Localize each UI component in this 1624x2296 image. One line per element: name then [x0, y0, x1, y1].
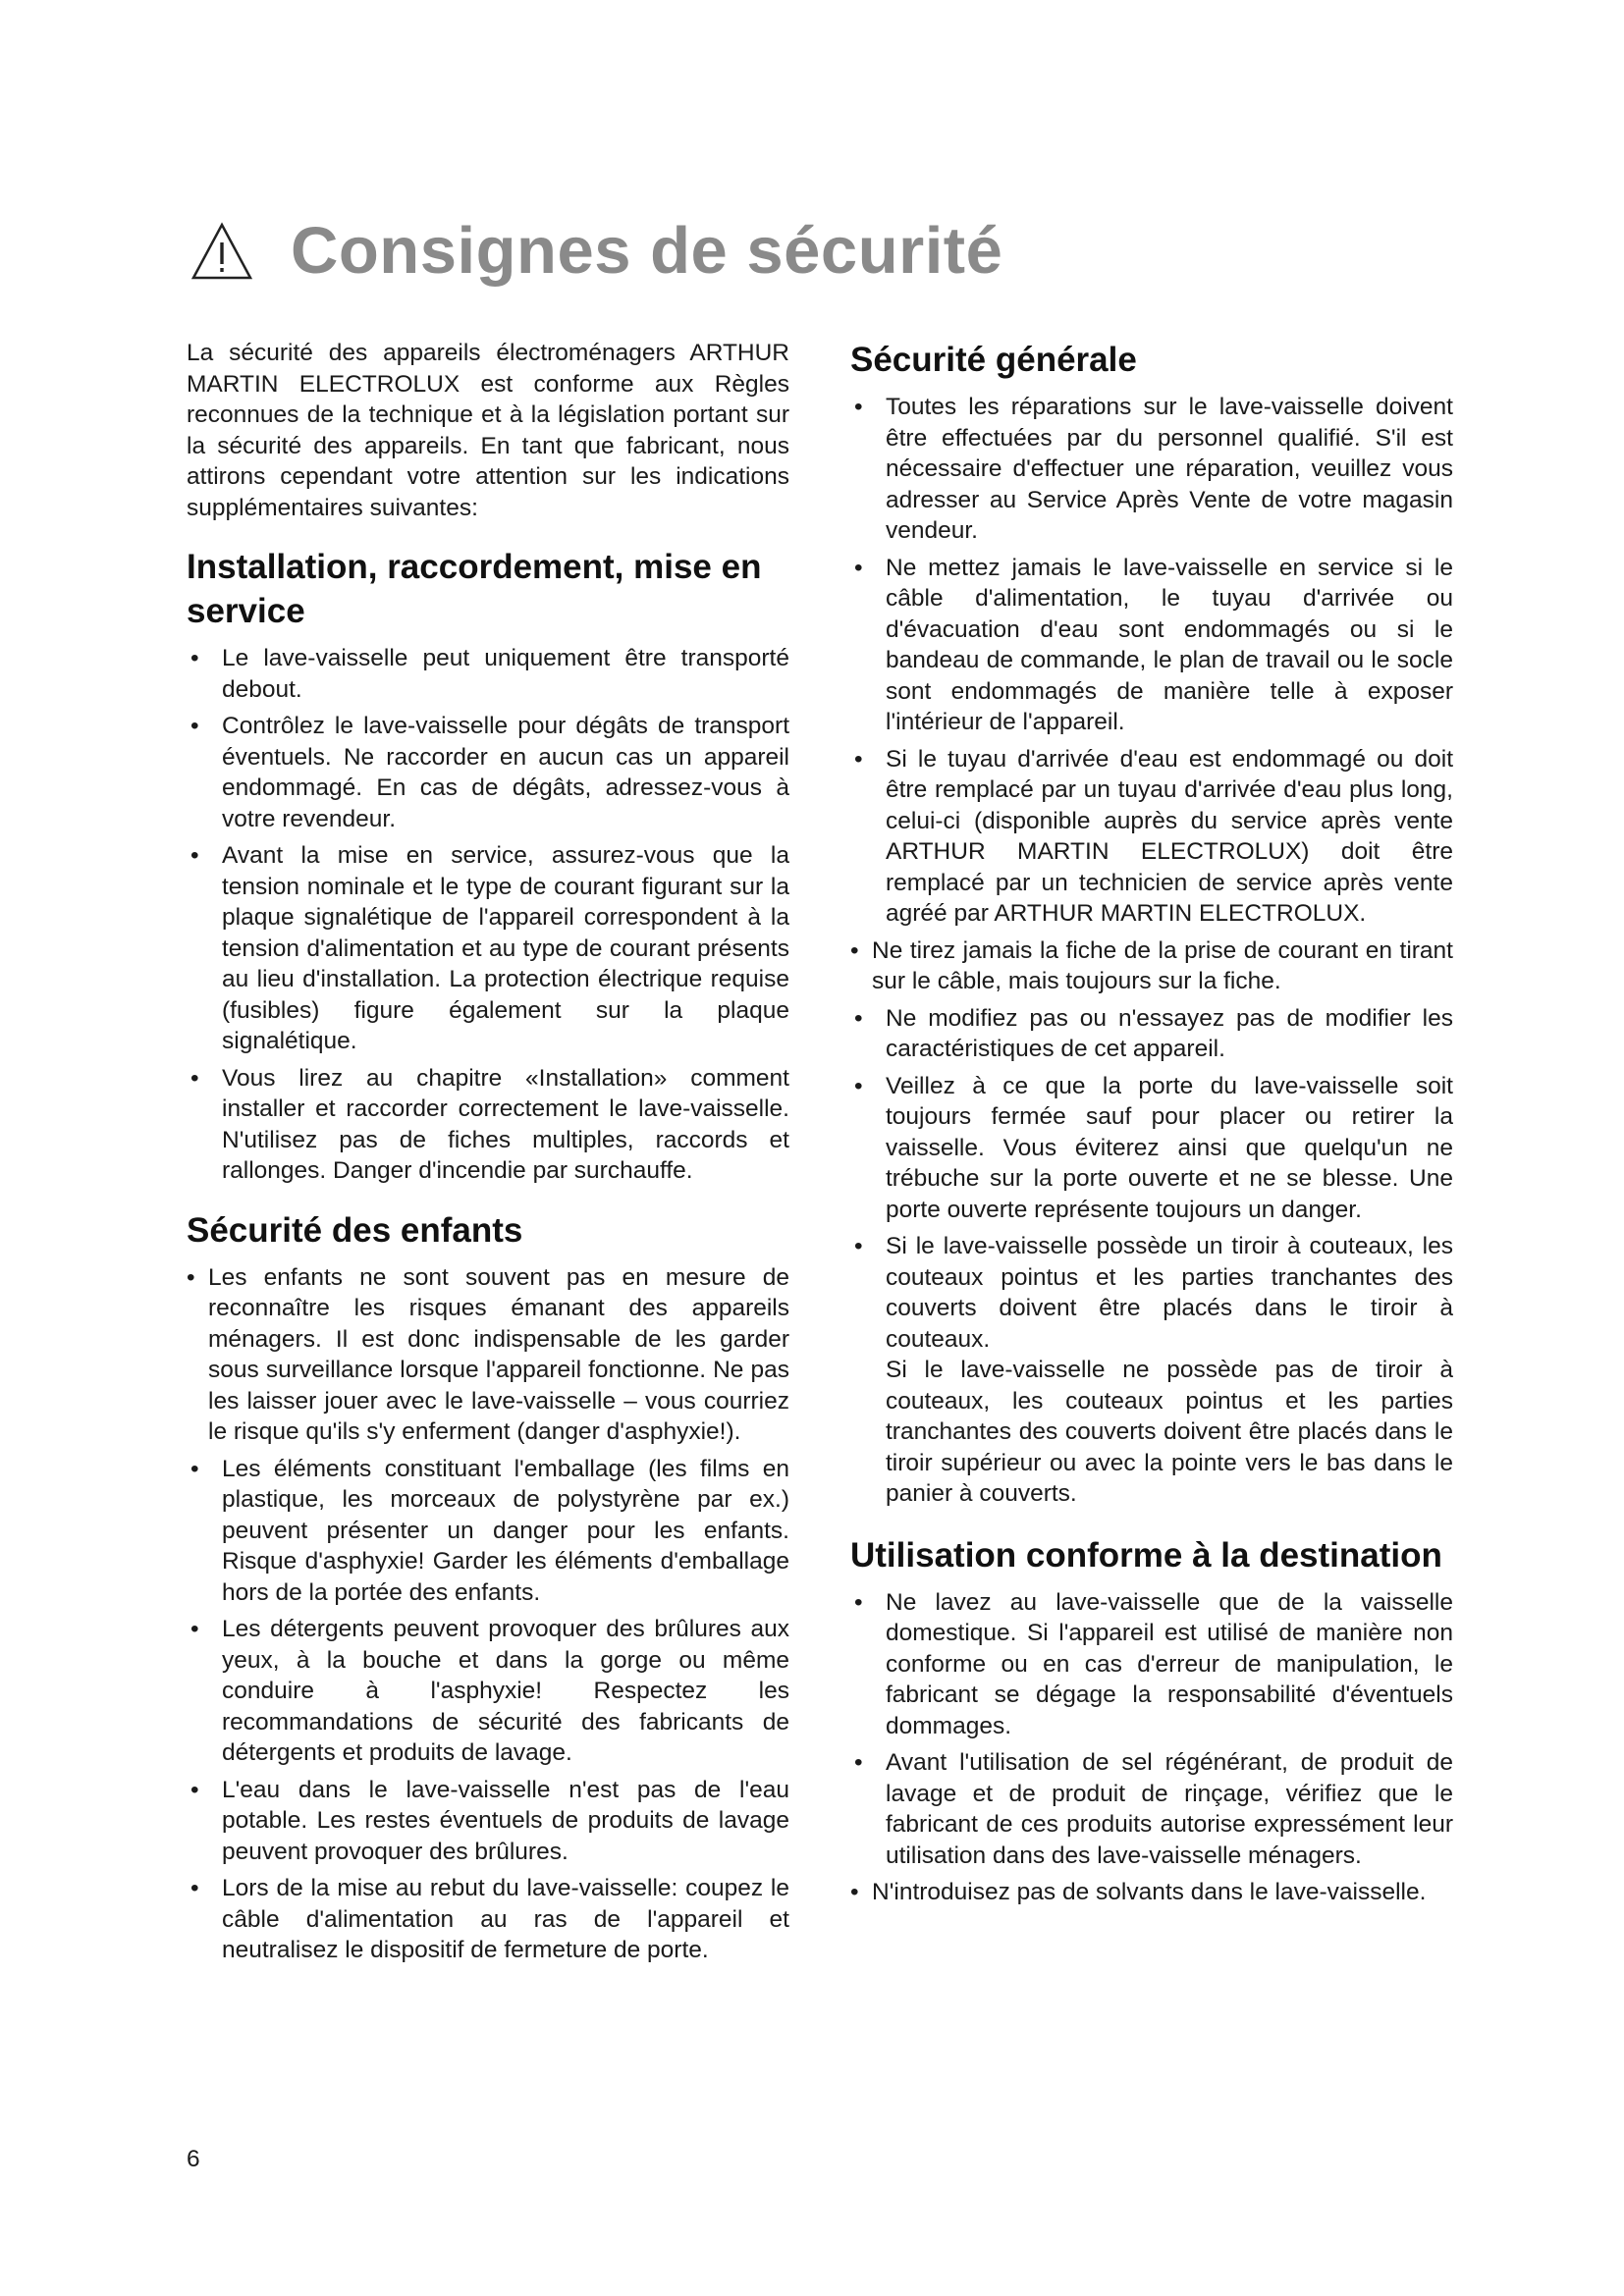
list-item: • Les détergents peuvent provoquer des brûlures aux yeux, à la bouche et dans la gorge ou même conduire à l'asphyxie! Respectez les recommandations de sécurité des fabricants de détergents et produits de lavage.: [190, 1616, 789, 1766]
section-heading-general: Sécurité générale: [850, 341, 1137, 379]
installation-list: [187, 643, 789, 1187]
section-heading-installation: Installation, raccordement, mise en service: [187, 548, 762, 630]
list-item: • Vous lirez au chapitre «Installation» comment installer et raccorder correctement le lave-vaisselle. N'utilisez pas de fiches multiples, raccords et rallonges. Danger d'incendie par surchauffe.: [190, 1064, 789, 1184]
list-item: • Si le lave-vaisselle possède un tiroir à couteaux, les couteaux pointus et les parties tranchantes des couverts doivent être placés dans le tiroir à couteaux. Si le lave-vaisselle ne possède pas de tiroir à couteaux, les couteaux pointus et les parties tranchantes des couverts doivent être placés dans le tiroir supérieur ou avec la pointe vers le bas dans le panier à couverts.: [854, 1233, 1453, 1507]
list-item: • Les éléments constituant l'emballage (les films en plastique, les morceaux de polystyrène par ex.) peuvent présenter un danger pour les enfants. Risque d'asphyxie! Garder les éléments d'emballage hors de la portée des enfants.: [190, 1455, 789, 1606]
list-item: • Ne lavez au lave-vaisselle que de la vaisselle domestique. Si l'appareil est utilisé de manière non conforme ou en cas d'erreur de manipulation, le fabricant se dégage la responsabilité d'éventuels dommages.: [854, 1588, 1453, 1739]
list-item: • Avant l'utilisation de sel régénérant, de produit de lavage et de produit de rinçage, vérifiez que le fabricant de ces produits autorise expressément leur utilisation dans des lave-vaisselle ménagers.: [854, 1749, 1453, 1869]
general-list: [850, 392, 1453, 1510]
list-item: • Si le tuyau d'arrivée d'eau est endommagé ou doit être remplacé par un tuyau d'arrivée d'eau plus long, celui-ci (disponible auprès du service après vente ARTHUR MARTIN ELECTROLUX) doit être remplacé par un technicien de service après vente agréé par ARTHUR MARTIN ELECTROLUX.: [854, 745, 1453, 927]
section-heading-usage: Utilisation conforme à la destination: [850, 1535, 1442, 1575]
page-title: [190, 214, 1003, 288]
left-column: [187, 338, 789, 1972]
list-item: • Le lave-vaisselle peut uniquement être transporté debout.: [190, 645, 789, 703]
list-item: • Contrôlez le lave-vaisselle pour dégâts de transport éventuels. Ne raccorder en aucun cas un appareil endommagé. En cas de dégâts, adressez-vous à votre revendeur.: [190, 713, 789, 832]
list-item: • Veillez à ce que la porte du lave-vaisselle soit toujours fermée sauf pour placer ou retirer la vaisselle. Vous éviterez ainsi que quelqu'un ne trébuche sur la porte ouverte et ne se blesse. Une porte ouverte représente toujours un danger.: [854, 1072, 1453, 1223]
list-item: • Les enfants ne sont souvent pas en mesure de reconnaître les risques émanant des appareils ménagers. Il est donc indispensable de les garder sous surveillance lorsque l'appareil fonctionne. Ne pas les laisser jouer avec le lave-vaisselle – vous courriez le risque qu'ils s'y enferment (danger d'asphyxie!).: [187, 1263, 789, 1445]
list-item: • L'eau dans le lave-vaisselle n'est pas de l'eau potable. Les restes éventuels de produits de lavage peuvent provoquer des brûlures.: [190, 1776, 789, 1865]
list-item: • Ne tirez jamais la fiche de la prise de courant en tirant sur le câble, mais toujours sur la fiche.: [850, 936, 1453, 994]
warning-icon: [190, 222, 253, 281]
section-heading-children: Sécurité des enfants: [187, 1210, 523, 1250]
right-column: [850, 338, 1453, 1914]
list-item: • Lors de la mise au rebut du lave-vaisselle: coupez le câble d'alimentation au ras de l'appareil et neutralisez le dispositif de fermeture de porte.: [190, 1875, 789, 1963]
list-item: • N'introduisez pas de solvants dans le lave-vaisselle.: [850, 1879, 1427, 1905]
list-item: • Toutes les réparations sur le lave-vaisselle doivent être effectuées par du personnel qualifié. S'il est nécessaire d'effectuer une réparation, veuillez vous adresser au Service Après Vente de votre magasin vendeur.: [854, 394, 1453, 544]
list-item: • Ne modifiez pas ou n'essayez pas de modifier les caractéristiques de cet appareil.: [854, 1004, 1453, 1062]
usage-list: [850, 1587, 1453, 1908]
list-item: • Avant la mise en service, assurez-vous que la tension nominale et le type de courant figurant sur la plaque signalétique de l'appareil correspondent à la tension d'alimentation et au type de courant présents au lieu d'installation. La protection électrique requise (fusibles) figure également sur la plaque signalétique.: [190, 842, 789, 1054]
intro-paragraph: La sécurité des appareils électroménagers ARTHUR MARTIN ELECTROLUX est conforme aux Règles reconnues de la technique et à la législation portant sur la sécurité des appareils. En tant que fabricant, nous attirons cependant votre attention sur les indications supplémentaires suivantes:: [187, 340, 789, 521]
list-item: • Ne mettez jamais le lave-vaisselle en service si le câble d'alimentation, le tuyau d'arrivée ou d'évacuation d'eau sont endommagés ou si le bandeau de commande, le plan de travail ou le socle sont endommagés de manière telle à exposer l'intérieur de l'appareil.: [854, 554, 1453, 735]
page-title-text: Consignes de sécurité: [291, 214, 1003, 288]
page-number: 6: [187, 2146, 200, 2172]
children-list: [187, 1262, 789, 1966]
